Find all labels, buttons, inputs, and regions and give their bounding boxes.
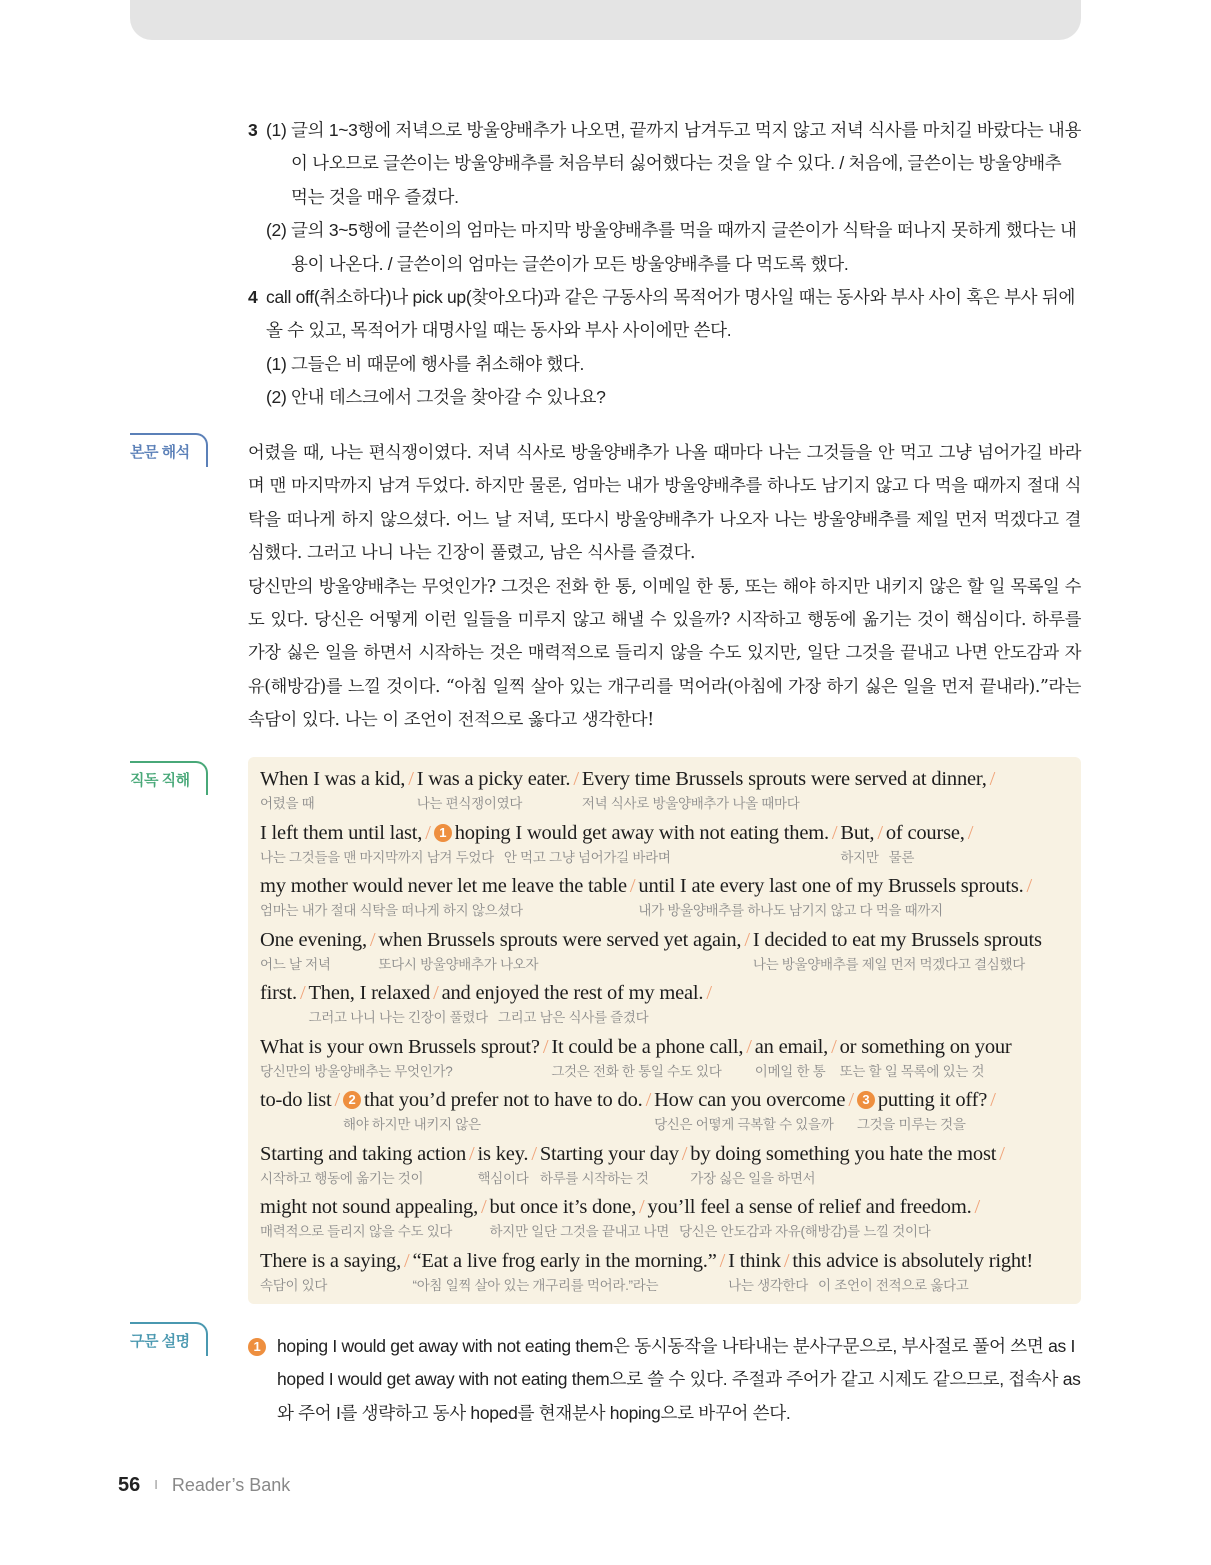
chunk-divider: / [531,1142,537,1165]
chunk [690,1140,1007,1186]
english-chunk: of course, [885,821,965,844]
chunk-divider: / [877,821,883,844]
korean-gloss: 가장 싫은 일을 하면서 [690,1170,816,1186]
korean-gloss: 시작하고 행동에 옮기는 것이 [260,1170,424,1186]
direct-translation-box [248,757,1081,1304]
chunk [260,1033,551,1079]
english-chunk: by doing something you hate the most [690,1142,997,1165]
chunk [647,1193,984,1239]
chunk-divider: / [990,1089,996,1111]
chunk-line [260,1247,1081,1301]
chunk-divider: / [719,1249,726,1272]
chunk [581,765,998,811]
english-chunk: and enjoyed the rest of my meal. [441,982,704,1004]
english-chunk: this advice is absolutely right! [792,1249,1034,1272]
korean-gloss: 당신은 안도감과 자유(해방감)를 느낄 것이다 [678,1224,931,1239]
book-title: Reader’s Bank [171,1475,291,1495]
number-marker-icon: 1 [434,824,452,842]
korean-gloss: 하루를 시작하는 것 [539,1170,649,1186]
chunk-line [260,872,1081,926]
korean-gloss: 그것을 미루는 것을 [856,1117,966,1132]
chunk [754,1033,840,1079]
korean-gloss: 그리고 남은 식사를 즐겼다 [497,1010,649,1025]
section-label-syntax: 구문 설명 [130,1322,208,1356]
korean-gloss: 또는 할 일 목록에 있는 것 [839,1063,985,1079]
english-chunk: Starting your day [539,1142,679,1165]
chunk [840,819,885,865]
english-chunk: or something on your [839,1035,1012,1058]
chunk-line [260,1140,1081,1194]
chunk [260,1193,490,1239]
page-footer [118,1474,290,1497]
korean-gloss: 그러고 나니 나는 긴장이 풀렸다 [308,1010,488,1025]
english-chunk: when Brussels sprouts were served yet again, [378,928,742,951]
chunk-divider: / [831,1035,837,1058]
chunk-divider: / [433,982,439,1004]
answer-4 [248,281,1082,415]
korean-gloss: 나는 생각한다 [728,1277,809,1293]
chunk [308,979,488,1025]
korean-gloss: 나는 방울양배추를 제일 먼저 먹겠다고 결심했다 [752,956,1025,972]
korean-gloss: 물론 [888,849,915,865]
chunk-divider: / [639,1196,645,1218]
chunk [434,819,841,865]
korean-gloss: 그것은 전화 한 통일 수도 있다 [551,1063,722,1079]
english-chunk: you’ll feel a sense of relief and freedom. [647,1196,972,1218]
chunk [839,1033,1012,1079]
chunk [654,1086,857,1132]
page-number: 56 [118,1474,141,1496]
chunk-line [260,1086,1081,1140]
chunk-divider: / [831,821,838,844]
chunk-divider: / [967,821,974,844]
english-chunk: How can you overcome [654,1089,846,1111]
number-marker-icon: 3 [857,1091,875,1109]
chunk-line [260,765,1081,819]
chunk-divider: / [481,1196,487,1218]
korean-gloss: 이 조언이 전적으로 옳다고 [818,1277,969,1293]
chunk-line [260,979,1081,1033]
answer-explanations [248,114,1082,415]
translation-paragraph: 어렸을 때, 나는 편식쟁이였다. 저녁 식사로 방울양배추가 나올 때마다 나는 그것들을 안 먹고 그냥 넘어가길 바라며 맨 마지막까지 남겨 두었다. 하지만 물론, 엄마는 내가 방울양배추를 하나도 남기지 않고 다 먹을 때까지 절대 식탁을 떠나게 하지 않으셨다. 어느 날 저녁, 또다시 방울양배추가 나오자 나는 방울양배추를 제일 먼저 먹겠다고 결심했다. 그러고 나니 나는 긴장이 풀렸고, 남은 식사를 즐겼다. [248,443,1081,564]
chunk-divider: / [299,982,306,1004]
chunk [489,1193,669,1239]
english-chunk: I left them until last, [260,821,423,844]
chunk [260,979,308,1007]
answer-3-part-1: (1) 글의 1~3행에 저녁으로 방울양배추가 나오면, 끝까지 남겨두고 먹지 않고 저녁 식사를 마치길 바랐다는 내용이 나오므로 글쓴이는 방울양배추를 처음부터 싫어했다는 것을 알 수 있다. / 처음에, 글쓴이는 방울양배추 먹는 것을 매우 즐겼다. [266,120,1082,207]
english-chunk: my mother would never let me leave the table [260,875,627,897]
korean-gloss: 내가 방울양배추를 하나도 남기지 않고 다 먹을 때까지 [638,903,943,918]
syntax-explanation [248,1330,1082,1430]
chunk-divider: / [542,1035,549,1058]
english-chunk: When I was a kid, [260,768,406,790]
chunk [342,1086,654,1132]
chunk [260,1247,413,1293]
chunk-divider: / [848,1089,854,1111]
chunk-divider: / [425,821,431,844]
chunk-divider: / [989,768,996,790]
section-label-direct: 직독 직해 [130,761,208,795]
chunk-divider: / [974,1196,981,1218]
english-chunk: but once it’s done, [489,1196,637,1218]
answer-number: 3 [248,120,258,140]
english-chunk: might not sound appealing, [260,1196,478,1218]
chunk [416,765,582,811]
korean-gloss: 해야 하지만 내키지 않은 [342,1117,481,1132]
korean-gloss: 안 먹고 그냥 넘어가길 바라며 [503,849,671,865]
chunk-divider: / [1026,875,1033,897]
english-chunk: I decided to eat my Brussels sprouts [752,928,1042,951]
chunk-line [260,926,1081,980]
chunk [477,1140,540,1186]
english-chunk: But, [840,821,875,844]
english-chunk: One evening, [260,928,367,951]
english-chunk: hoping I would get away with not eating them. [454,821,829,844]
chunk [856,1086,999,1132]
english-chunk: to-do list [260,1089,332,1111]
answer-number: 4 [248,287,258,308]
english-chunk: There is a saying, [260,1249,401,1272]
english-chunk: It could be a phone call, [551,1035,744,1058]
korean-gloss: 당신만의 방울양배추는 무엇인가? [260,1063,453,1079]
chunk [551,1033,754,1079]
chunk-divider: / [999,1142,1005,1165]
english-chunk: first. [260,982,297,1004]
answer-4-part-3: (2) 안내 데스크에서 그것을 찾아갈 수 있나요? [266,387,606,408]
korean-gloss: 매력적으로 들리지 않을 수도 있다 [260,1224,453,1239]
korean-gloss: 저녁 식사로 방울양배추가 나올 때마다 [581,796,800,811]
english-chunk: Every time Brussels sprouts were served at dinner, [581,768,987,790]
chunk-divider: / [681,1142,688,1165]
chunk [260,1086,343,1114]
chunk [260,872,638,918]
chunk-divider: / [706,982,712,1004]
korean-gloss: 나는 그것들을 맨 마지막까지 남겨 두었다 [260,849,494,865]
korean-gloss: 어렸을 때 [260,796,315,811]
chunk [752,926,1042,972]
english-chunk: putting it off? [877,1089,988,1111]
chunk [441,979,715,1025]
english-chunk: an email, [754,1035,829,1058]
chunk [260,765,417,811]
chunk [638,872,1035,918]
translation-text [248,437,1081,738]
chunk-line [260,1193,1081,1247]
chunk-divider: / [369,928,376,951]
answer-3-part-2: (2) 글의 3~5행에 글쓴이의 엄마는 마지막 방울양배추를 먹을 때까지 글쓴이가 식탁을 떠나지 못하게 했다는 내용이 나온다. / 글쓴이의 엄마는 글쓴이가 모든 방울양배추를 다 먹도록 했다. [266,220,1077,274]
korean-gloss: 속담이 있다 [260,1277,328,1293]
korean-gloss: “아침 일찍 살아 있는 개구리를 먹어라.”라는 [412,1277,659,1293]
chunk [539,1140,690,1186]
answer-3 [248,114,1082,281]
number-marker-icon: 1 [248,1338,266,1356]
chunk-divider: / [744,928,750,951]
chunk [260,926,378,972]
korean-gloss: 또다시 방울양배추가 나오자 [378,956,539,972]
syntax-text: hoping I would get away with not eating them은 동시동작을 나타내는 분사구문으로, 부사절로 풀어 쓰면 as I hoped I would get away with not eating them으로 쓸 수 있다. 주절과 주어가 같고 시제도 같으므로, 접속사 as와 주어 I를 생략하고 동사 hoped를 현재분사 hoping으로 바꾸어 쓴다. [277,1336,1081,1423]
english-chunk: Starting and taking action [260,1142,467,1165]
chunk [728,1247,809,1293]
chunk [260,1140,478,1186]
korean-gloss: 어느 날 저녁 [260,956,331,972]
header-bar [130,0,1081,40]
answer-4-part-1: call off(취소하다)나 pick up(찾아오다)과 같은 구동사의 목적어가 명사일 때는 동사와 부사 사이 혹은 부사 뒤에 올 수 있고, 목적어가 대명사일 때는 동사와 부사 사이에만 쓴다. [266,287,1076,341]
korean-gloss: 나는 편식쟁이였다 [416,796,523,811]
chunk-divider: / [645,1089,652,1111]
number-marker-icon: 2 [343,1091,361,1109]
chunk [260,819,494,865]
chunk-line [260,819,1081,873]
chunk [792,1247,1034,1293]
chunk-divider: / [334,1089,340,1111]
chunk [885,819,976,865]
english-chunk: Then, I relaxed [308,982,431,1004]
english-chunk: “Eat a live frog early in the morning.” [412,1249,717,1272]
english-chunk: that you’d prefer not to have to do. [363,1089,643,1111]
korean-gloss: 당신은 어떻게 극복할 수 있을까 [654,1117,834,1132]
english-chunk: is key. [477,1142,529,1165]
english-chunk: I think [728,1249,781,1272]
korean-gloss: 하지만 일단 그것을 끝내고 나면 [489,1224,669,1239]
chunk-divider: / [746,1035,752,1058]
chunk-divider: / [469,1142,475,1165]
answer-4-part-2: (1) 그들은 비 때문에 행사를 취소해야 했다. [266,353,585,374]
english-chunk: until I ate every last one of my Brussels sprouts. [638,875,1024,897]
chunk-divider: / [629,875,636,897]
chunk [412,1247,729,1293]
chunk-divider: / [573,768,579,790]
korean-gloss: 이메일 한 통 [754,1063,826,1079]
korean-gloss: 핵심이다 [477,1170,529,1186]
section-label-translation: 본문 해석 [130,433,208,467]
chunk-divider: / [404,1249,410,1272]
english-chunk: What is your own Brussels sprout? [260,1035,540,1058]
translation-paragraph: 당신만의 방울양배추는 무엇인가? 그것은 전화 한 통, 이메일 한 통, 또는 해야 하지만 내키지 않은 할 일 목록일 수도 있다. 당신은 어떻게 이런 일들을 미루지 않고 해낼 수 있을까? 시작하고 행동에 옮기는 것이 핵심이다. 하루를 가장 싫은 일을 하면서 시작하는 것은 매력적으로 들리지 않을 수도 있지만, 일단 그것을 끝내고 나면 안도감과 자유(해방감)를 느낄 것이다. “아침 일찍 살아 있는 개구리를 먹어라(아침에 가장 하기 싫은 일을 먼저 끝내라).”라는 속담이 있다. 나는 이 조언이 전적으로 옳다고 생각한다! [248,576,1081,731]
chunk-divider: / [783,1249,790,1272]
chunk-line [260,1033,1081,1087]
korean-gloss: 하지만 [840,849,879,865]
korean-gloss: 엄마는 내가 절대 식탁을 떠나게 하지 않으셨다 [260,903,523,918]
footer-separator: I [154,1477,158,1492]
english-chunk: I was a picky eater. [416,768,571,790]
chunk-divider: / [408,768,414,790]
chunk [378,926,752,972]
